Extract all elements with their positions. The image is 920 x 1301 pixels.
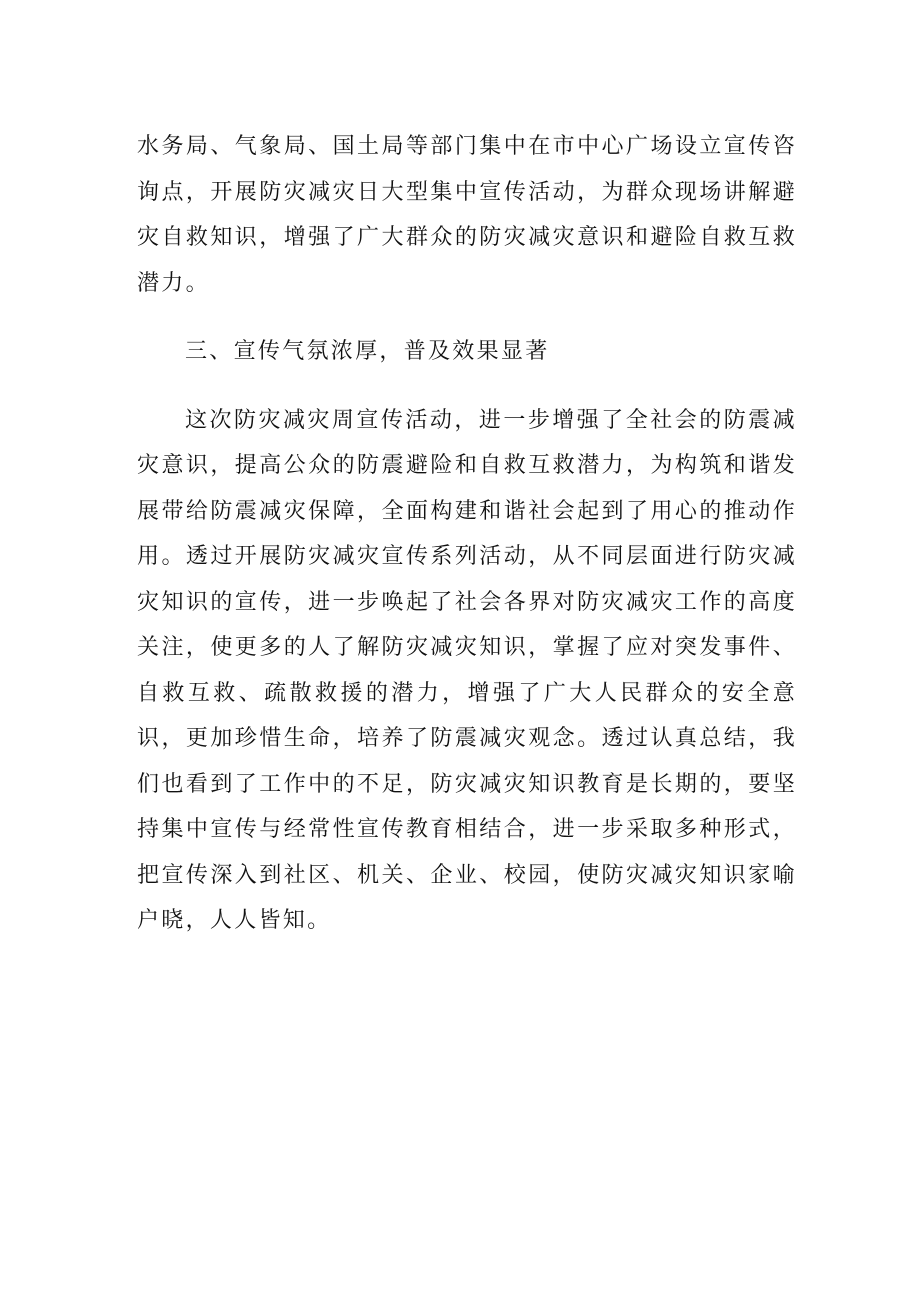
paragraph-summary: 这次防灾减灾周宣传活动，进一步增强了全社会的防震减灾意识，提高公众的防震避险和自救互救潜力，为构筑和谐发展带给防震减灾保障，全面构建和谐社会起到了用心的推动作用。透过开展防灾减灾宣传系列活动，从不同层面进行防灾减灾知识的宣传，进一步唤起了社会各界对防灾减灾工作的高度关注，使更多的人了解防灾减灾知识，掌握了应对突发事件、自救互救、疏散救援的潜力，增强了广大人民群众的安全意识，更加珍惜生命，培养了防震减灾观念。透过认真总结，我们也看到了工作中的不足，防灾减灾知识教育是长期的，要坚持集中宣传与经常性宣传教育相结合，进一步采取多种形式，把宣传深入到社区、机关、企业、校园，使防灾减灾知识家喻户晓，人人皆知。 [137, 407, 797, 933]
section-heading: 三、宣传气氛浓厚，普及效果显著 [185, 339, 550, 364]
paragraph-continuation: 水务局、气象局、国土局等部门集中在市中心广场设立宣传咨询点，开展防灾减灾日大型集中宣传活动，为群众现场讲解避灾自救知识，增强了广大群众的防灾减灾意识和避险自救互救潜力。 [137, 134, 797, 296]
document-body [137, 124, 797, 944]
